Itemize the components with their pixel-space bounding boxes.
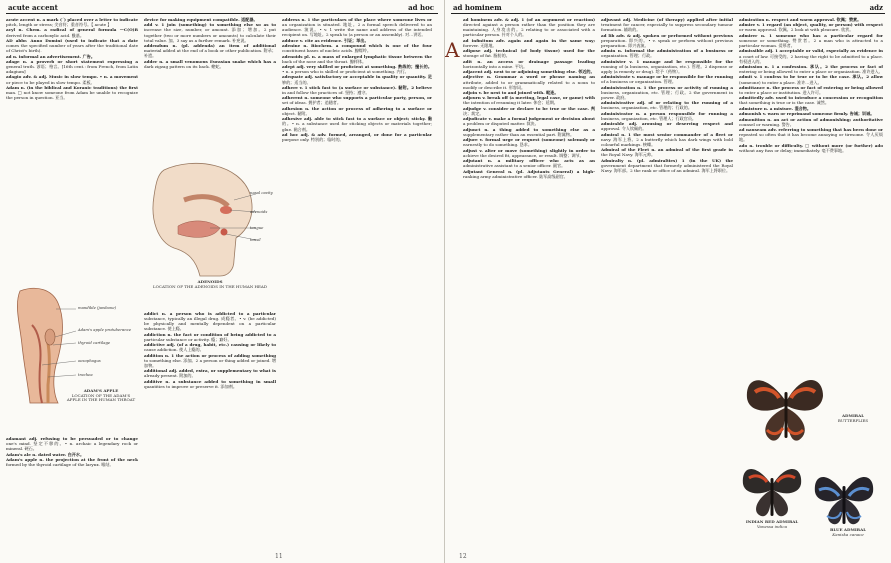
- dictionary-entry: [144, 22, 276, 42]
- label-adenoids: adenoids: [250, 209, 268, 214]
- throat-illustration: [6, 285, 138, 405]
- dictionary-entry: [463, 137, 595, 147]
- definition: v. 1 join (something) to something else so as to increase the size, number, or amount. 添加；增加。2 put together (two or more numbers or amounts) to calculate their total value. 加。3 say as a further remark. 补充说。: [144, 22, 276, 43]
- column-2-upper: [144, 17, 276, 157]
- dictionary-entry: [282, 43, 432, 53]
- page-number-left: 11: [275, 553, 283, 560]
- dictionary-entry: [463, 148, 595, 158]
- definition: adv. again and again in the same way; forever. 无限地。: [463, 37, 595, 48]
- dictionary-entry: [601, 132, 733, 147]
- definition: n. a person who is addicted to a particular substance, typically an illegal drug. 成瘾者。• v. (be addicted) be physically and mentally dependent on a particular substance. 使上瘾。: [144, 311, 276, 332]
- definition: for making equipment compatible. 适配器。: [159, 17, 258, 22]
- dictionary-entry: [601, 147, 733, 157]
- definition: adv. & adj. 1 (of an argument or reaction) directed against a person rather than the position they are maintaining. 人身攻击的。2 relating to or associated with a particular person. 针对个人的。: [463, 17, 595, 38]
- headword: addiction: [144, 331, 168, 337]
- definition: v. manage or be responsible for the running of a business or organization. 管理。: [601, 74, 733, 85]
- dictionary-entry: [463, 69, 595, 74]
- dictionary-entry: [739, 85, 883, 95]
- dictionary-entry: [144, 379, 276, 389]
- headword: acyl: [6, 27, 19, 33]
- label-oesophagus: oesophagus: [78, 358, 101, 363]
- dictionary-entry: [282, 85, 432, 95]
- running-head-right: adz: [869, 3, 883, 12]
- definition: adj. arousing or deserving respect and approval. 令人钦佩的。: [601, 121, 733, 132]
- headword: adamant: [6, 436, 30, 441]
- definition: adv. referring to something that has been done or repeated so often that it has become annoying or tiresome. 令人厌烦地。: [739, 127, 883, 143]
- headword: admonition: [739, 116, 768, 122]
- headword: administrate: [601, 74, 632, 80]
- dictionary-entry: [463, 17, 595, 37]
- headword: add: [144, 22, 156, 28]
- dictionary-entry: [739, 95, 883, 105]
- headword: ad nauseam: [739, 127, 768, 133]
- head-section-illustration: [144, 160, 276, 278]
- dictionary-entry: [739, 111, 883, 116]
- caption-text: Vanessa indica: [757, 523, 787, 529]
- headword: admittance: [739, 84, 767, 90]
- definition: adj. of or relating to the running of a business, organization, etc. 管理的；行政的。: [601, 100, 733, 111]
- headword: AD: [6, 37, 16, 43]
- definition: adj. refusing to be persuaded or to change one's mind. 坚定不移的。• n. archaic a legendary rock or mineral. 硬石。: [6, 436, 138, 452]
- caption-title: ADMIRAL: [841, 413, 865, 418]
- header-rule: [6, 13, 438, 14]
- definition: v. formal urge or request (someone) solemnly or earnestly to do something. 恳求。: [463, 137, 595, 148]
- definition: n. a small venomous Eurasian snake which has a dark zigzag pattern on its back. 蝰蛇。: [144, 58, 276, 69]
- headword: adhesive: [282, 116, 304, 122]
- dictionary-entry: [144, 59, 276, 69]
- definition: adj. 1 acceptable or valid, especially as evidence in a court of law. 可接受的。2 having the right to be admitted to a place. 有权进入的。: [739, 48, 883, 64]
- headword: adjudge: [463, 105, 484, 111]
- right-page: [445, 0, 891, 563]
- headword: adjective: [463, 74, 488, 80]
- column-1: [463, 17, 595, 554]
- definition: abbr. Anno Domini (used to indicate that a date comes the specified number of years after the traditional date of Christ's birth).: [6, 37, 138, 54]
- headword: admiral: [601, 131, 622, 137]
- dictionary-entry: [463, 90, 595, 95]
- headword: adjutant: [463, 158, 488, 164]
- headword: Adam's ale: [6, 451, 33, 457]
- dictionary-entry: [463, 95, 595, 105]
- headword: admixture: [739, 105, 764, 111]
- definition: n. a substance added to something in small quantities to improve or preserve it. 添加剂。: [144, 378, 276, 389]
- definition: adj. (of a drug, habit, etc.) causing or likely to cause addiction. 使人上瘾的。: [144, 342, 276, 353]
- dictionary-entry: [463, 106, 595, 116]
- definition: n. (pl. addenda) an item of additional material added at the end of a book or other publication. 附录；补遗。: [144, 43, 276, 59]
- definition: n. Grammar a word or phrase naming an attribute, added to or grammatically related to a noun to modify or describe it. 形容词。: [463, 74, 595, 90]
- adenoids-caption: [152, 280, 268, 289]
- headword: addition: [144, 352, 165, 358]
- dictionary-entry: [144, 332, 276, 342]
- caption-title: BLUE ADMIRAL: [829, 527, 866, 532]
- caption-title: INDIAN RED ADMIRAL: [745, 519, 799, 524]
- headword: ad lib: [601, 32, 617, 38]
- dictionary-entry: [6, 436, 138, 451]
- definition: n. (pl. admiralties) 1 (in the UK) the government department that formerly administered the Royal Navy. 海军部。2 the rank or office of an admiral. 海军上将职位。: [601, 157, 733, 173]
- column-3: [282, 17, 432, 554]
- definition: n. a mixture. 混合物。: [763, 105, 811, 111]
- headword: adjourn: [463, 95, 483, 101]
- headword: acute accent: [6, 17, 37, 22]
- dictionary-entry: [282, 38, 432, 43]
- headword: admissible: [739, 48, 766, 54]
- dictionary-entry: [739, 17, 883, 22]
- definition: n. 1 the particulars of the place where someone lives or an organization is situated. 地址。2 a formal speech delivered to an audience. 演说。• v. 1 write the name and address of the intended recipient on. 写地址。2 speak to (a person or an assembly). 对…讲话。: [282, 17, 432, 38]
- definition: v. warn or reprimand someone firmly. 告诫；训诫。: [762, 111, 875, 117]
- definition: n. a military officer who acts as an administrative assistant to a senior officer. 副官。: [463, 158, 595, 169]
- definition: n. 1 the process or activity of running a business, organization, etc. 管理；行政。2 the government in power. 政府。: [601, 84, 733, 100]
- dictionary-entry: [6, 38, 138, 53]
- headword: adenine: [282, 43, 304, 49]
- definition: v. consider or declare to be true or the case. 判决；裁定。: [463, 105, 595, 116]
- headword: ad: [6, 53, 13, 59]
- dictionary-entry: [144, 353, 276, 368]
- headword: adage: [6, 58, 23, 64]
- headword: Adjutant General: [463, 168, 509, 174]
- letter-tab: A: [445, 38, 460, 62]
- dictionary-entry: [282, 74, 432, 84]
- dictionary-entry: [282, 64, 432, 74]
- headword: Adam's apple: [6, 456, 40, 462]
- dictionary-entry: [739, 74, 883, 84]
- definition: adj. satisfactory or acceptable in quality or quantity. 足够的；适当的。: [282, 74, 432, 85]
- column-2: [601, 17, 733, 554]
- definition: n. a proverb or short statement expressing a general truth. 谚语；格言。[16th cent.: from French, from Latin adagium]: [6, 58, 138, 75]
- definition: v. 1 confess to be true or to be the case. 承认。2 allow (someone) to enter a place. 准许…进入。: [739, 74, 883, 85]
- dictionary-entry: [739, 127, 883, 142]
- dictionary-entry: [144, 17, 276, 22]
- label-tongue: tongue: [250, 225, 264, 230]
- dictionary-entry: [463, 116, 595, 126]
- dictionary-entry: [601, 48, 733, 58]
- caption-text: LOCATION OF THE ADAM'S APPLE IN THE HUMAN THROAT: [66, 392, 136, 403]
- dictionary-entry: [601, 74, 733, 84]
- caption-title: ADENOIDS: [197, 279, 223, 284]
- definition: pl. n. a mass of enlarged lymphatic tissue between the back of the nose and the throat. 腺样体。: [282, 53, 432, 64]
- dictionary-entry: [144, 311, 276, 331]
- definition: adv. & adj. spoken or performed without previous preparation. 即兴的。• v. speak or perform without previous preparation. 即兴表演。: [601, 32, 733, 48]
- definition: n. Biochem. a compound which is one of the four constituent bases of nucleic acids. 腺嘌呤。: [282, 43, 432, 54]
- label-protuberance: Adam's apple protuberance: [78, 327, 132, 332]
- admiral-caption: [823, 414, 883, 423]
- definition: v. be next to and joined with. 毗连。: [478, 90, 559, 95]
- headword: admission: [739, 63, 765, 69]
- definition: n. informal the administration of a business or organization. 管理；行政。: [601, 48, 733, 59]
- dictionary-entry: [463, 169, 595, 179]
- headword: addendum: [144, 43, 173, 49]
- dictionary-entry: [6, 452, 138, 457]
- definition: v. cite as evidence. 引证；举出。: [299, 37, 369, 43]
- definition: n. the process or fact of entering or being allowed to enter a place or institution. 进入许可。: [739, 84, 883, 95]
- headword: admit: [739, 74, 755, 80]
- definition: v. 1 manage and be responsible for the running of (a business, organization, etc.). 管理。2 dispense or apply (a remedy or drug). 给予（药物）。: [601, 58, 733, 74]
- headword: address: [282, 17, 302, 22]
- dictionary-entry: [601, 121, 733, 131]
- definition: v. 1 regard (an object, quality, or person) with respect or warm approval. 钦佩。2 look at with pleasure. 欣赏。: [739, 22, 883, 33]
- dictionary-entry: [144, 43, 276, 58]
- definition: n. a person responsible for running a business, organization, etc. 管理人；行政官员。: [601, 110, 733, 121]
- headword: administrator: [601, 110, 637, 116]
- dictionary-entry: [6, 17, 138, 27]
- headword: adenoids: [282, 53, 305, 59]
- headword: additive: [144, 378, 166, 384]
- definition: n. 1 someone who has a particular regard for someone or something. 赞赏者。2 a man who is attracted to a particular woman. 爱慕者。: [739, 32, 883, 49]
- headword: admiration: [739, 17, 766, 22]
- definition: n. a mark (´) placed over a letter to indicate pitch, length or stress; 尖音符；重音符号。【 acute 】: [6, 17, 138, 28]
- definition: v. alter or move (something) slightly in order to achieve the desired fit, appearance, or result. 调整；调节。: [463, 147, 595, 158]
- definition: v. break off (a meeting, legal case, or game) with the intention of resuming it later. 休会；延期。: [463, 95, 595, 106]
- headword: adagio: [6, 74, 23, 80]
- headword: ad infinitum: [463, 37, 497, 43]
- header-rule: [451, 13, 885, 14]
- headword: adjuvant: [601, 17, 623, 22]
- headword: admonish: [739, 111, 763, 117]
- definition: n. respect and warm approval. 钦佩；赞赏。: [765, 17, 862, 22]
- definition: n. dated water. 白开水。: [32, 451, 85, 457]
- definition: adj. added, extra, or supplementary to what is already present. 附加的。: [144, 368, 276, 379]
- headword: adipose: [463, 48, 484, 54]
- definition: n. a thing added to something else as a supplementary rather than an essential part. 附属物。: [463, 126, 595, 137]
- headword: Admiralty: [601, 157, 629, 163]
- headword: adjust: [463, 147, 480, 153]
- dictionary-entry: [601, 158, 733, 173]
- definition: adv. & adj. Music in slow tempo. • n. a movement or piece to be played in slow tempo. 柔板。: [6, 74, 138, 85]
- definition: adv. used to introduce a concession or recognition that something is true or is the case. 诚然。: [739, 95, 883, 106]
- headword: admirer: [739, 32, 762, 38]
- headword: adjunct: [463, 126, 485, 132]
- dictionary-entry: [463, 74, 595, 89]
- definition: n. (in the biblical and Koranic traditions) the first man. □ not know someone from Adam be unable to recognize the person in question. 亚当。: [6, 84, 138, 101]
- headword: ad hoc: [282, 131, 301, 137]
- definition: n. 1 a confession. 承认。2 the process or fact of entering or being allowed to enter a place or organization. 准许进入。: [739, 63, 883, 75]
- headword: adjudicate: [463, 116, 489, 122]
- dictionary-entry: [282, 116, 432, 131]
- headword: administrative: [601, 100, 638, 106]
- headword: adjoin: [463, 90, 479, 95]
- definition: n. (pl. Adjutants General) a high-ranking army administrative officer. 陆军高级副官。: [463, 168, 595, 179]
- dictionary-entry: [6, 457, 138, 467]
- headword: adequate: [282, 74, 305, 80]
- headword: admittedly: [739, 95, 766, 101]
- dictionary-entry: [463, 38, 595, 48]
- left-page: [0, 0, 445, 563]
- definition: v. 1 stick fast to (a surface or substance). 黏附。2 believe in and follow the practices of. 坚持；遵守。: [282, 84, 432, 95]
- dictionary-entry: [144, 368, 276, 378]
- caption-title: ADAM'S APPLE: [83, 388, 119, 393]
- dictionary-entry: [601, 100, 733, 110]
- column-1: [6, 17, 138, 282]
- definition: n. an admiral of the first grade in the Royal Navy. 海军元帅。: [601, 147, 733, 158]
- headword: adit: [463, 58, 478, 64]
- definition: n. trouble or difficulty. □ without more (or further) ado without any fuss or delay; immediately. 毫不费事地。: [739, 142, 883, 153]
- definition: n. Chem. a radical of general formula —C(O)R derived from a carboxylic acid. 酰基。: [6, 27, 138, 38]
- headword: Adam: [6, 84, 21, 90]
- dictionary-entry: [739, 117, 883, 127]
- adams-apple-caption: [66, 389, 136, 403]
- definition: n. informal an advertisement. 广告。: [12, 53, 95, 59]
- dictionary-entry: [601, 17, 733, 32]
- label-nasal-cavity: nasal cavity: [250, 190, 273, 195]
- definition: adj. Medicine (of therapy) applied after initial treatment for cancer, especially to suppress secondary tumour formation. 辅助的。: [601, 17, 733, 33]
- dictionary-entry: [6, 85, 138, 100]
- dictionary-entry: [601, 85, 733, 100]
- running-head-left: acute accent: [8, 3, 58, 12]
- dictionary-entry: [601, 59, 733, 74]
- headword: Admiral of the Fleet: [601, 147, 652, 153]
- adams-apple-figure: [6, 285, 138, 433]
- blue-admiral-caption: [813, 528, 883, 537]
- definition: adj. able to stick fast to a surface or object; sticky. 黏的。• n. a substance used for sticking objects or materials together; glue. 黏合剂。: [282, 116, 432, 132]
- indian-red-admiral-caption: [739, 520, 805, 529]
- definition: n. someone who supports a particular party, person, or set of ideas. 拥护者；追随者。: [282, 95, 432, 106]
- dictionary-entry: [739, 143, 883, 153]
- headword: adherent: [282, 95, 305, 101]
- label-tonsil: tonsil: [250, 237, 261, 242]
- definition: adj. & adv. formed, arranged, or done for a particular purpose only. 特别的；临时的。: [282, 131, 432, 142]
- definition: n. the action or process of adhering to a surface or object. 黏附。: [282, 105, 432, 116]
- headword: adduce: [282, 37, 300, 43]
- dictionary-entry: [282, 106, 432, 116]
- definition: n. the fact or condition of being addicted to a particular substance or activity. 瘾；癖好。: [144, 331, 276, 342]
- headword: adjure: [463, 137, 480, 143]
- adenoids-figure: [144, 160, 276, 308]
- caption-text: BUTTERFLIES: [837, 417, 869, 423]
- dictionary-entry: [6, 54, 138, 59]
- page-number-right: 12: [459, 553, 467, 560]
- dictionary-entry: [6, 27, 138, 37]
- dictionary-entry: [739, 48, 883, 63]
- definition: adj. technical (of body tissue) used for the storage of fat. 脂肪的。: [463, 48, 595, 59]
- dictionary-entry: [463, 127, 595, 137]
- running-head-right: ad hoc: [408, 3, 434, 12]
- label-thyroid-cartilage: thyroid cartilage: [78, 340, 111, 345]
- column-3-upper: [739, 17, 883, 357]
- dictionary-entry: [463, 59, 595, 69]
- headword: addict: [144, 311, 162, 316]
- headword: adder: [144, 58, 160, 64]
- caption-text: Kaniska canace: [832, 531, 864, 537]
- dictionary-entry: [6, 59, 138, 74]
- headword: ad hominem: [463, 17, 495, 22]
- headword: adhere: [282, 84, 300, 90]
- headword: additional: [144, 368, 169, 374]
- dictionary-entry: [6, 74, 138, 84]
- dictionary-entry: [282, 54, 432, 64]
- headword: ado: [739, 142, 750, 148]
- dictionary-entry: [739, 22, 883, 32]
- definition: adj. very skilled or proficient at something. 熟练的；擅长的。• n. a person who is skilled or proficient at something. 内行。: [282, 63, 432, 75]
- headword: admirable: [601, 121, 629, 127]
- definition: adj. next to or adjoining something else. 邻近的。: [484, 69, 595, 75]
- dictionary-entry: [739, 33, 883, 48]
- butterfly-figure: [739, 362, 885, 556]
- definition: n. an access or drainage passage leading horizontally into a mine. 平坑。: [463, 58, 595, 69]
- dictionary-entry: [463, 158, 595, 168]
- caption-text: LOCATION OF THE ADENOIDS IN THE HUMAN HEAD: [152, 283, 268, 289]
- definition: n. an act or action of admonishing; authoritative counsel or warning. 警告。: [739, 116, 883, 127]
- running-head-left: ad hominem: [453, 3, 502, 12]
- headword: adhesion: [282, 105, 306, 111]
- column-2-lower: [144, 311, 276, 554]
- dictionary-entry: [282, 17, 432, 37]
- headword: admire: [739, 22, 757, 28]
- headword: adjacent: [463, 69, 485, 75]
- dictionary-entry: [601, 33, 733, 48]
- headword: addictive: [144, 342, 167, 348]
- dictionary-entry: [739, 64, 883, 74]
- dictionary-entry: [601, 111, 733, 121]
- definition: n. 1 the most senior commander of a fleet or navy. 海军上将。2 a butterfly which has dark wings with bold colourful markings. 蛱蝶。: [601, 131, 733, 147]
- definition: v. make a formal judgement or decision about a problem or disputed matter. 裁决。: [463, 116, 595, 127]
- definition: n. 1 the action or process of adding something to something else. 添加。2 a person or thing added or joined. 增加物。: [144, 352, 276, 368]
- column-1-lower: [6, 436, 138, 554]
- dictionary-entry: [463, 48, 595, 58]
- dictionary-entry: [144, 342, 276, 352]
- dictionary-entry: [282, 95, 432, 105]
- headword: adept: [282, 63, 297, 69]
- headword: device: [144, 17, 160, 22]
- dictionary-entry: [282, 132, 432, 142]
- definition: n. the projection at the front of the neck formed by the thyroid cartilage of the larynx. 喉结。: [6, 456, 138, 468]
- headword: admin: [601, 48, 618, 54]
- label-trachea: trachea: [78, 372, 93, 377]
- headword: administer: [601, 58, 630, 64]
- label-mandible: mandible (jawbone): [78, 305, 117, 310]
- headword: administration: [601, 84, 638, 90]
